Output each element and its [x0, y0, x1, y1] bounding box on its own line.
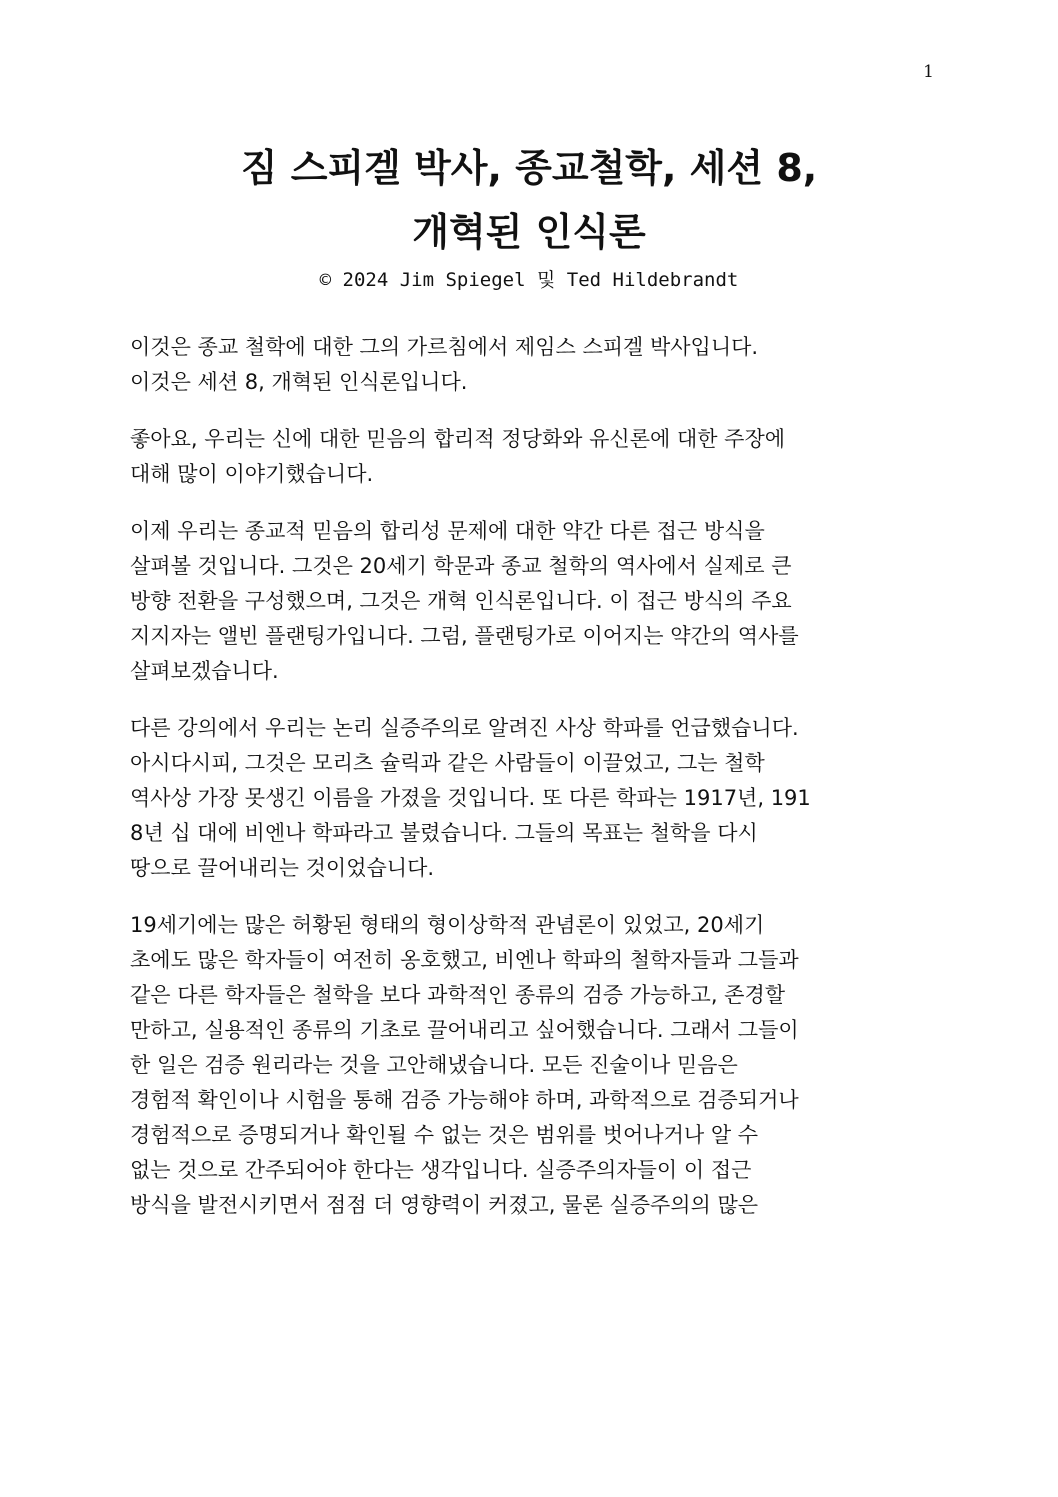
text-line: 만하고, 실용적인 종류의 기초로 끌어내리고 싶어했습니다. 그래서 그들이 [130, 1018, 799, 1042]
text-line: 이것은 종교 철학에 대한 그의 가르침에서 제임스 스피겔 박사입니다. [130, 335, 759, 359]
text-line: 지지자는 앨빈 플랜팅가입니다. 그럼, 플랜팅가로 이어지는 약간의 역사를 [130, 624, 799, 648]
paragraph [130, 422, 930, 492]
text-line: 역사상 가장 못생긴 이름을 가졌을 것입니다. 또 다른 학파는 1917년, 191 [130, 786, 811, 810]
text-line: 방식을 발전시키면서 점점 더 영향력이 커졌고, 물론 실증주의의 많은 [130, 1193, 759, 1217]
text-line: 방향 전환을 구성했으며, 그것은 개혁 인식론입니다. 이 접근 방식의 주요 [130, 589, 792, 613]
text-line: 한 일은 검증 원리라는 것을 고안해냈습니다. 모든 진술이나 믿음은 [130, 1053, 738, 1077]
text-line: 경험적 확인이나 시험을 통해 검증 가능해야 하며, 과학적으로 검증되거나 [130, 1088, 799, 1112]
text-line: 없는 것으로 간주되어야 한다는 생각입니다. 실증주의자들이 이 접근 [130, 1158, 752, 1182]
paragraph [130, 908, 930, 1223]
text-line: 살펴볼 것입니다. 그것은 20세기 학문과 종교 철학의 역사에서 실제로 큰 [130, 554, 792, 578]
text-line: 다른 강의에서 우리는 논리 실증주의로 알려진 사상 학파를 언급했습니다. [130, 716, 799, 740]
text-line: 같은 다른 학자들은 철학을 보다 과학적인 종류의 검증 가능하고, 존경할 [130, 983, 786, 1007]
text-line: 초에도 많은 학자들이 여전히 옹호했고, 비엔나 학파의 철학자들과 그들과 [130, 948, 799, 972]
title-line-2: 개혁된 인식론 [412, 210, 646, 254]
text-line: 대해 많이 이야기했습니다. [130, 462, 374, 486]
paragraph [130, 514, 930, 689]
paragraph [130, 330, 930, 400]
text-line: 8년 십 대에 비엔나 학파라고 불렸습니다. 그들의 목표는 철학을 다시 [130, 821, 758, 845]
text-line: 경험적으로 증명되거나 확인될 수 없는 것은 범위를 벗어나거나 알 수 [130, 1123, 759, 1147]
page-number: 1 [923, 62, 934, 82]
text-line: 아시다시피, 그것은 모리츠 슐릭과 같은 사람들이 이끌었고, 그는 철학 [130, 751, 765, 775]
text-line: 이제 우리는 종교적 믿음의 합리성 문제에 대한 약간 다른 접근 방식을 [130, 519, 765, 543]
text-line: 살펴보겠습니다. [130, 659, 279, 683]
paragraph [130, 711, 930, 886]
text-line: 좋아요, 우리는 신에 대한 믿음의 합리적 정당화와 유신론에 대한 주장에 [130, 427, 786, 451]
text-line: 이것은 세션 8, 개혁된 인식론입니다. [130, 370, 468, 394]
text-line: 땅으로 끌어내리는 것이었습니다. [130, 856, 435, 880]
copyright-line: © 2024 Jim Spiegel 및 Ted Hildebrandt [319, 269, 739, 291]
text-line: 19세기에는 많은 허황된 형태의 형이상학적 관념론이 있었고, 20세기 [130, 913, 765, 937]
title-line-1: 짐 스피겔 박사, 종교철학, 세션 8, [240, 146, 818, 190]
document-title [0, 136, 1058, 264]
body-text [130, 330, 930, 1245]
